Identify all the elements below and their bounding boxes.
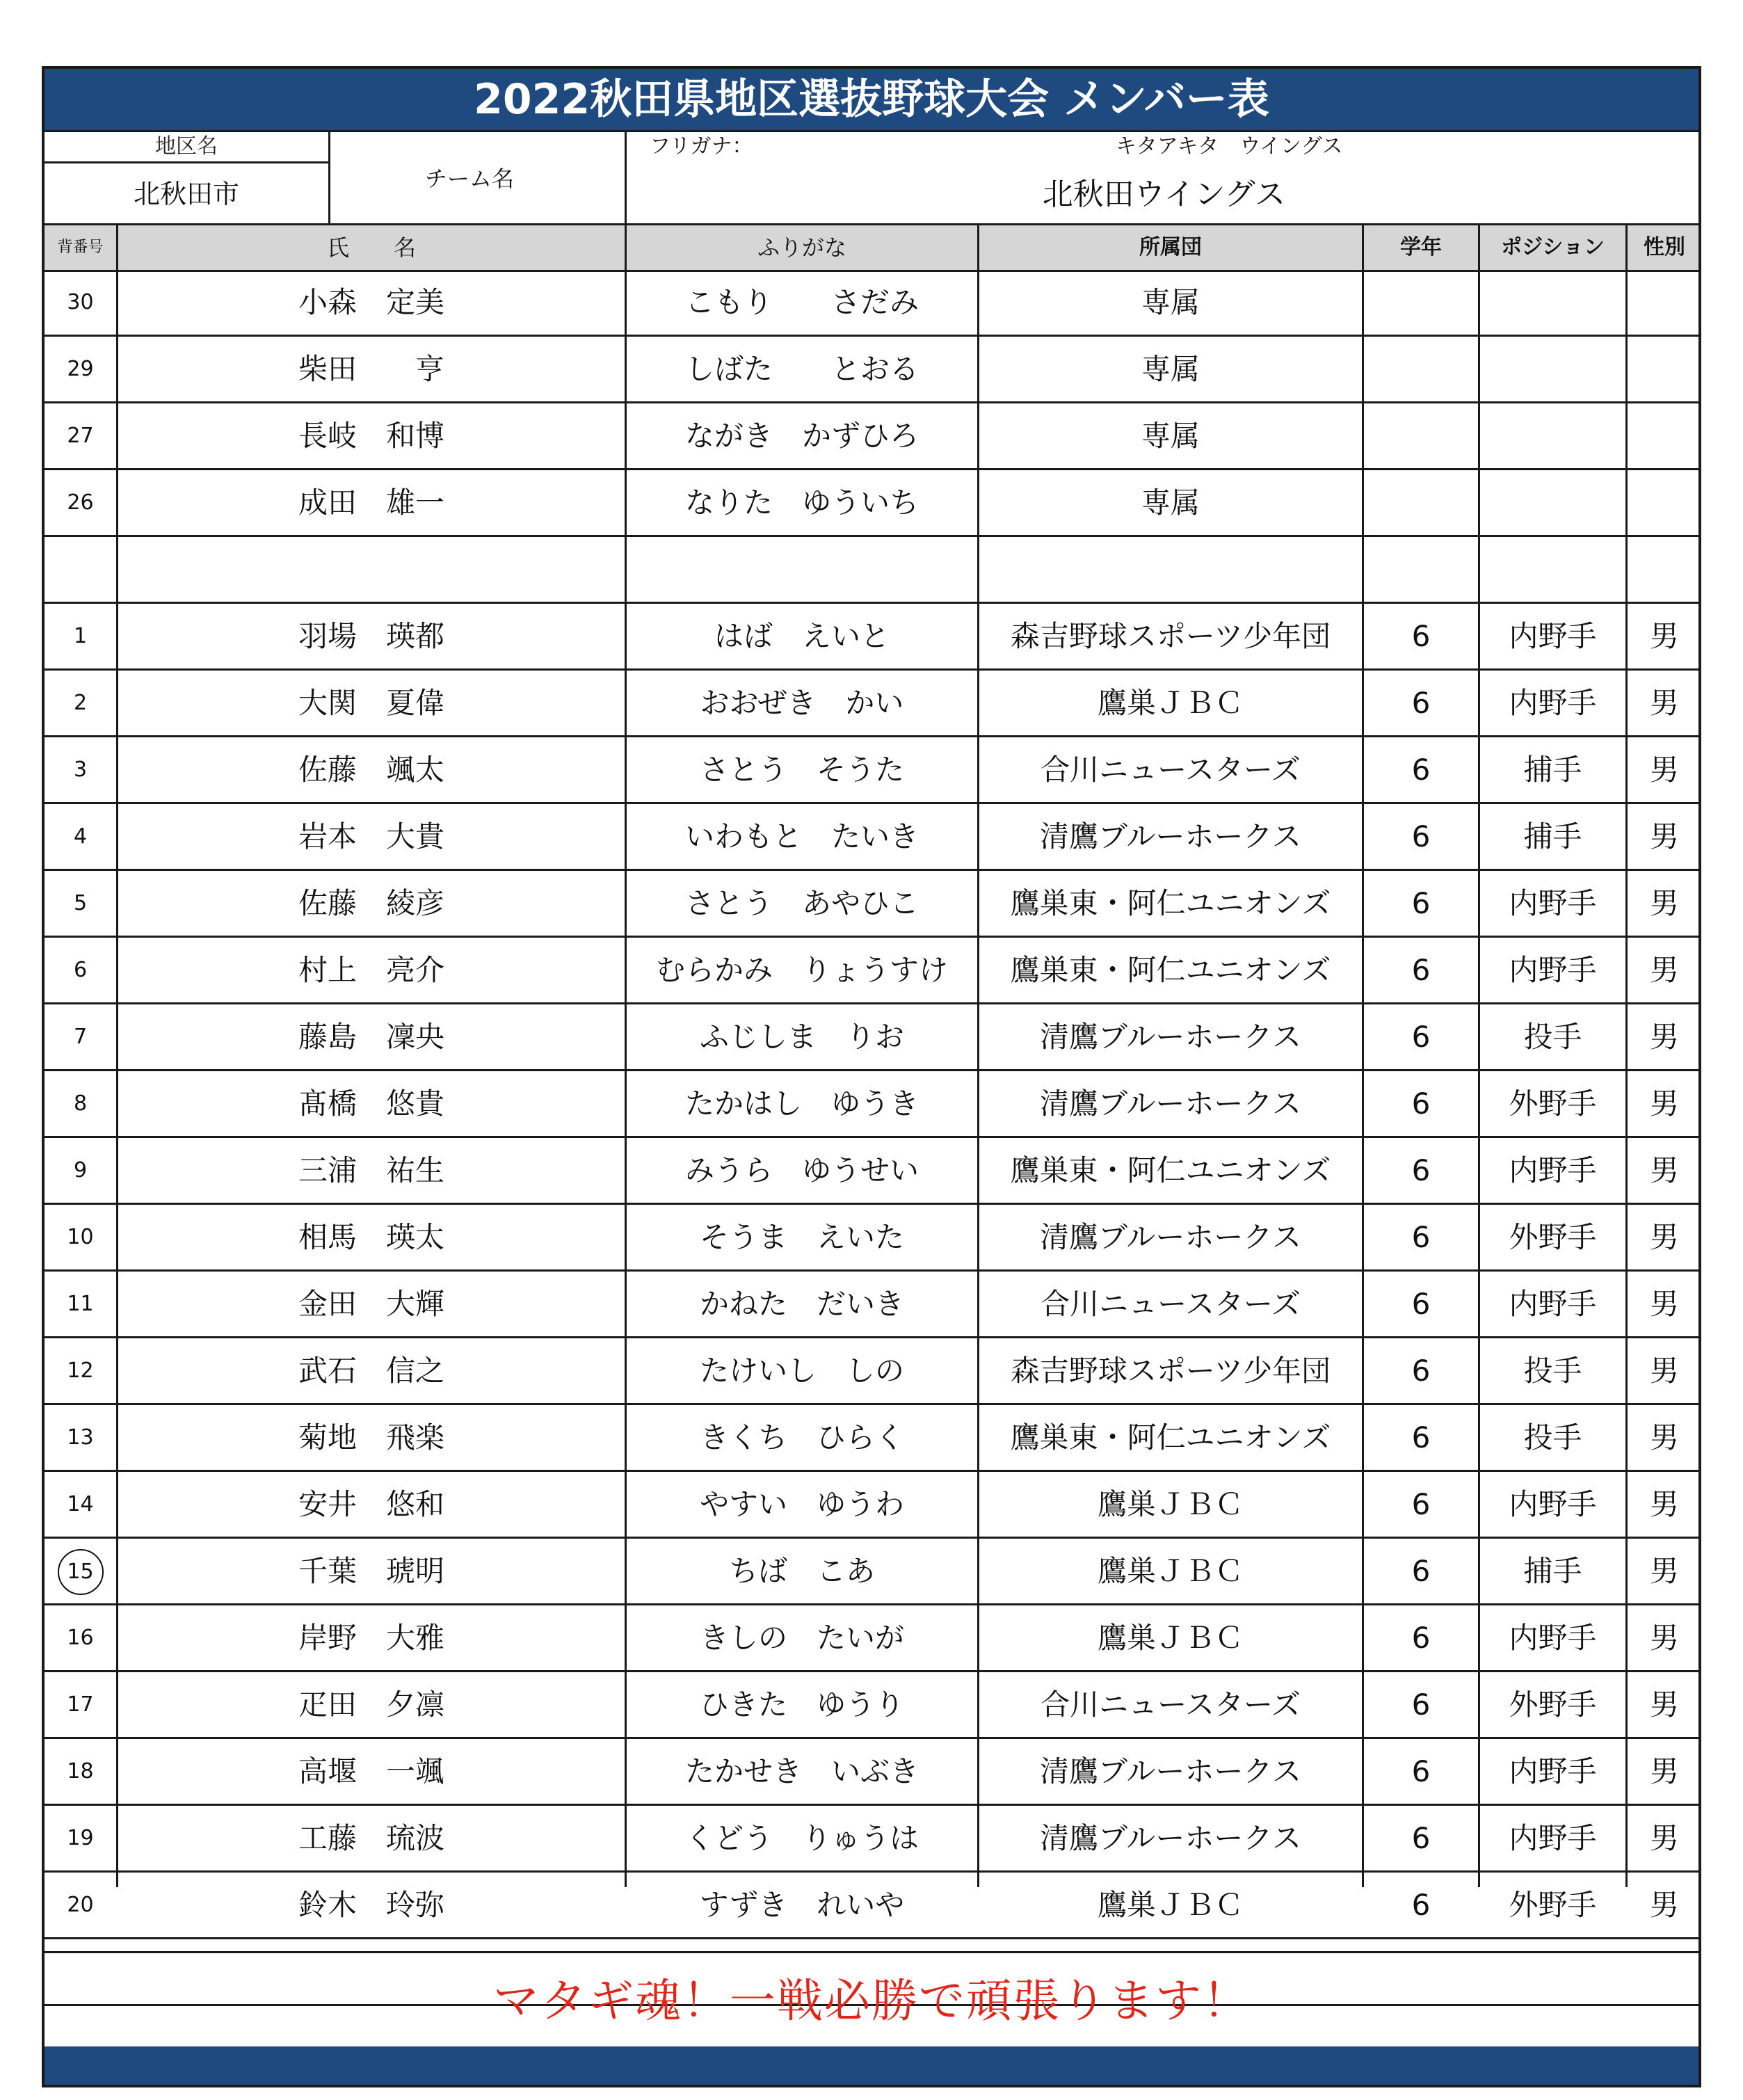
cell-number: 19 bbox=[67, 1826, 94, 1850]
cell-name: 菊地 飛楽 bbox=[298, 1420, 444, 1454]
col-number: 背番号 bbox=[57, 239, 104, 256]
cell-gender: 男 bbox=[1649, 1354, 1679, 1388]
cell-name: 鈴木 玲弥 bbox=[298, 1888, 444, 1922]
cell-gender: 男 bbox=[1649, 753, 1679, 787]
cell-grade: 6 bbox=[1411, 1287, 1431, 1321]
cell-gender: 男 bbox=[1649, 686, 1679, 720]
cell-club: 清鷹ブルーホークス bbox=[1040, 1087, 1301, 1121]
table-row bbox=[45, 1138, 1698, 1205]
cell-number: 9 bbox=[73, 1158, 88, 1183]
cell-number: 17 bbox=[67, 1692, 94, 1717]
cell-name: 羽場 瑛都 bbox=[298, 619, 444, 653]
cell-number: 4 bbox=[73, 824, 88, 849]
cell-kana: すずき れいや bbox=[699, 1888, 905, 1922]
cell-name: 大関 夏偉 bbox=[298, 686, 444, 720]
cell-position: 外野手 bbox=[1509, 1888, 1597, 1922]
cell-club: 鷹巣東・阿仁ユニオンズ bbox=[1010, 1420, 1331, 1454]
cell-kana bbox=[627, 537, 977, 602]
table-row bbox=[45, 871, 1698, 938]
table-row bbox=[45, 671, 1698, 737]
cell-name: 長岐 和博 bbox=[298, 419, 444, 453]
cell-gender: 男 bbox=[1649, 1621, 1679, 1655]
cell-grade bbox=[1364, 270, 1478, 335]
cell-kana: たけいし しの bbox=[699, 1354, 904, 1388]
cell-kana: ひきた ゆうり bbox=[699, 1688, 904, 1722]
cell-number: 11 bbox=[67, 1292, 94, 1316]
cell-position: 外野手 bbox=[1509, 1688, 1597, 1722]
cell-grade: 6 bbox=[1411, 1821, 1431, 1855]
cell-club: 清鷹ブルーホークス bbox=[1040, 1821, 1301, 1855]
cell-position: 捕手 bbox=[1523, 753, 1582, 787]
cell-name: 村上 亮介 bbox=[298, 953, 444, 987]
cell-grade: 6 bbox=[1411, 886, 1431, 920]
member-table bbox=[45, 270, 1698, 2006]
cell-club: 鷹巣東・阿仁ユニオンズ bbox=[1010, 1153, 1331, 1187]
cell-club: 鷹巣ＪＢＣ bbox=[1097, 1621, 1244, 1655]
cell-club bbox=[979, 537, 1362, 602]
cell-position: 内野手 bbox=[1509, 1821, 1597, 1855]
cell-grade: 6 bbox=[1411, 1487, 1431, 1521]
cell-kana: いわもと たいき bbox=[684, 819, 919, 853]
table-row bbox=[45, 1873, 1698, 1939]
cell-club: 鷹巣ＪＢＣ bbox=[1097, 1554, 1244, 1588]
cell-club: 清鷹ブルーホークス bbox=[1040, 1020, 1301, 1054]
cell-name: 相馬 瑛太 bbox=[298, 1220, 444, 1254]
cell-position bbox=[1480, 537, 1625, 602]
table-row bbox=[45, 737, 1698, 804]
col-gender: 性別 bbox=[1644, 235, 1685, 259]
cell-number bbox=[45, 537, 116, 602]
team-label: チーム名 bbox=[424, 166, 514, 192]
cell-club: 清鷹ブルーホークス bbox=[1040, 1220, 1301, 1254]
cell-name: 藤島 凜央 bbox=[298, 1020, 444, 1054]
cell-grade: 6 bbox=[1411, 686, 1431, 720]
cell-name: 岸野 大雅 bbox=[298, 1621, 444, 1655]
cell-gender: 男 bbox=[1649, 1087, 1679, 1121]
cell-name: 岩本 大貴 bbox=[298, 819, 444, 853]
table-row bbox=[45, 1004, 1698, 1071]
cell-club: 合川ニュースターズ bbox=[1041, 1688, 1301, 1722]
cell-position: 外野手 bbox=[1509, 1220, 1597, 1254]
cell-position: 内野手 bbox=[1509, 953, 1597, 987]
cell-club: 鷹巣ＪＢＣ bbox=[1097, 1487, 1244, 1521]
cell-kana: ながき かずひろ bbox=[684, 419, 919, 453]
bottom-bar bbox=[45, 2046, 1698, 2085]
col-kana: ふりがな bbox=[757, 234, 846, 261]
cell-number: 26 bbox=[67, 490, 94, 515]
cell-grade: 6 bbox=[1411, 1220, 1431, 1254]
cell-gender bbox=[1628, 537, 1701, 602]
cell-position: 内野手 bbox=[1509, 1621, 1597, 1655]
cell-club: 専属 bbox=[1141, 486, 1200, 520]
cell-gender: 男 bbox=[1649, 819, 1679, 853]
cell-kana: きしの たいが bbox=[699, 1621, 904, 1655]
col-position: ポジション bbox=[1501, 235, 1605, 259]
cell-number: 6 bbox=[73, 958, 88, 982]
cell-gender bbox=[1628, 270, 1701, 335]
cell-gender: 男 bbox=[1649, 1487, 1679, 1521]
table-row bbox=[45, 1272, 1698, 1338]
cell-grade: 6 bbox=[1411, 1888, 1431, 1922]
cell-position: 投手 bbox=[1523, 1020, 1582, 1054]
cell-number: 20 bbox=[67, 1893, 94, 1917]
table-row bbox=[45, 938, 1698, 1004]
table-row bbox=[45, 1605, 1698, 1672]
cell-position: 内野手 bbox=[1509, 686, 1597, 720]
col-grade: 学年 bbox=[1400, 235, 1442, 259]
district-label: 地区名 bbox=[155, 134, 218, 159]
cell-position: 内野手 bbox=[1509, 1487, 1597, 1521]
column-header-row bbox=[45, 223, 1698, 272]
cell-name: 金田 大輝 bbox=[298, 1287, 444, 1321]
cell-name: 安井 悠和 bbox=[298, 1487, 444, 1521]
cell-position: 内野手 bbox=[1509, 1153, 1597, 1187]
cell-gender: 男 bbox=[1649, 619, 1679, 653]
cell-position bbox=[1480, 470, 1625, 535]
cell-gender: 男 bbox=[1649, 1754, 1679, 1788]
cell-kana: くどう りゅうは bbox=[684, 1821, 919, 1855]
cell-number: 18 bbox=[67, 1759, 94, 1784]
cell-club: 鷹巣ＪＢＣ bbox=[1097, 686, 1244, 720]
cell-grade: 6 bbox=[1411, 753, 1431, 787]
cell-position bbox=[1480, 337, 1625, 401]
cell-position: 捕手 bbox=[1523, 1554, 1582, 1588]
cell-gender: 男 bbox=[1649, 1821, 1679, 1855]
cell-name: 疋田 夕凛 bbox=[298, 1688, 444, 1722]
cell-grade bbox=[1364, 470, 1478, 535]
cell-name: 三浦 祐生 bbox=[298, 1153, 444, 1187]
table-row bbox=[45, 1739, 1698, 1806]
table-row bbox=[45, 1205, 1698, 1272]
cell-number: 16 bbox=[67, 1626, 94, 1650]
col-club: 所属団 bbox=[1139, 235, 1202, 259]
table-row bbox=[45, 470, 1698, 537]
cell-club: 鷹巣東・阿仁ユニオンズ bbox=[1010, 953, 1331, 987]
cell-number: 3 bbox=[73, 758, 88, 782]
cell-name: 成田 雄一 bbox=[298, 486, 444, 520]
captain-circle: 15 bbox=[58, 1549, 104, 1595]
cell-gender: 男 bbox=[1649, 1420, 1679, 1454]
cell-grade bbox=[1364, 537, 1478, 602]
cell-position: 内野手 bbox=[1509, 1287, 1597, 1321]
cell-kana: こもり さだみ bbox=[684, 285, 919, 319]
cell-kana: みうら ゆうせい bbox=[684, 1153, 919, 1187]
cell-gender: 男 bbox=[1649, 1888, 1679, 1922]
cell-name: 柴田 亨 bbox=[298, 352, 444, 386]
cell-grade bbox=[1364, 337, 1478, 401]
table-row bbox=[45, 1472, 1698, 1539]
cell-name: 髙橋 悠貴 bbox=[298, 1087, 444, 1121]
table-row bbox=[45, 537, 1698, 604]
cell-number: 2 bbox=[73, 691, 88, 715]
cell-gender: 男 bbox=[1649, 1554, 1679, 1588]
cell-kana: きくち ひらく bbox=[699, 1420, 904, 1454]
cell-gender: 男 bbox=[1649, 886, 1679, 920]
cell-number: 30 bbox=[67, 290, 94, 314]
cell-grade: 6 bbox=[1411, 953, 1431, 987]
cell-number: 1 bbox=[73, 624, 88, 648]
cell-club: 森吉野球スポーツ少年団 bbox=[1010, 619, 1331, 653]
cell-kana: さとう あやひこ bbox=[684, 886, 919, 920]
cell-number bbox=[45, 1539, 116, 1603]
cell-kana: ふじしま りお bbox=[699, 1020, 904, 1054]
cell-grade: 6 bbox=[1411, 1754, 1431, 1788]
cell-position: 内野手 bbox=[1509, 886, 1597, 920]
cell-position: 内野手 bbox=[1509, 1754, 1597, 1788]
cell-name: 高堰 一颯 bbox=[298, 1754, 444, 1788]
cell-kana: ちば こあ bbox=[728, 1554, 875, 1588]
cell-club: 専属 bbox=[1141, 352, 1200, 386]
cell-number: 5 bbox=[73, 891, 88, 915]
table-row bbox=[45, 270, 1698, 337]
cell-name: 佐藤 颯太 bbox=[298, 753, 444, 787]
cell-position: 外野手 bbox=[1509, 1087, 1597, 1121]
cell-gender bbox=[1628, 403, 1701, 468]
cell-club: 合川ニュースターズ bbox=[1041, 753, 1301, 787]
cell-kana: なりた ゆういち bbox=[684, 486, 919, 520]
table-row bbox=[45, 804, 1698, 871]
team-slogan: マタギ魂！一戦必勝で頑張ります！ bbox=[493, 1974, 1250, 2028]
cell-kana: おおぜき かい bbox=[700, 686, 904, 720]
cell-grade: 6 bbox=[1411, 619, 1431, 653]
cell-grade: 6 bbox=[1411, 1554, 1431, 1588]
table-row bbox=[45, 337, 1698, 403]
cell-gender: 男 bbox=[1649, 1220, 1679, 1254]
cell-position bbox=[1480, 403, 1625, 468]
table-row bbox=[45, 1071, 1698, 1138]
table-row bbox=[45, 604, 1698, 671]
cell-position: 投手 bbox=[1523, 1420, 1582, 1454]
furigana-label: フリガナ： bbox=[650, 134, 753, 159]
cell-name: 佐藤 綾彦 bbox=[298, 886, 444, 920]
cell-number: 10 bbox=[67, 1225, 94, 1249]
table-row bbox=[45, 403, 1698, 470]
cell-name: 小森 定美 bbox=[298, 285, 444, 319]
cell-grade: 6 bbox=[1411, 1688, 1431, 1722]
cell-position: 捕手 bbox=[1523, 819, 1582, 853]
cell-kana: むらかみ りょうすけ bbox=[655, 953, 948, 987]
cell-kana: かねた だいき bbox=[699, 1287, 904, 1321]
cell-kana: たかはし ゆうき bbox=[684, 1087, 919, 1121]
cell-number: 29 bbox=[67, 357, 94, 381]
cell-grade bbox=[1364, 403, 1478, 468]
cell-gender bbox=[1628, 337, 1701, 401]
cell-name: 武石 信之 bbox=[298, 1354, 444, 1388]
member-sheet bbox=[42, 66, 1701, 2087]
cell-club: 鷹巣ＪＢＣ bbox=[1097, 1888, 1244, 1922]
col-name: 氏 名 bbox=[326, 234, 416, 261]
cell-position bbox=[1480, 270, 1625, 335]
table-row bbox=[45, 1405, 1698, 1472]
cell-number: 7 bbox=[73, 1025, 88, 1049]
cell-club: 鷹巣東・阿仁ユニオンズ bbox=[1010, 886, 1331, 920]
cell-club: 清鷹ブルーホークス bbox=[1040, 1754, 1301, 1788]
cell-kana: たかせき いぶき bbox=[684, 1754, 919, 1788]
cell-name: 千葉 琥明 bbox=[298, 1554, 444, 1588]
cell-grade: 6 bbox=[1411, 1087, 1431, 1121]
furigana-value: キタアキタ ウイングス bbox=[1116, 134, 1343, 159]
cell-position: 投手 bbox=[1523, 1354, 1582, 1388]
cell-club: 合川ニュースターズ bbox=[1041, 1287, 1301, 1321]
table-row bbox=[45, 1338, 1698, 1405]
cell-grade: 6 bbox=[1411, 1354, 1431, 1388]
table-row bbox=[45, 1806, 1698, 1873]
team-info-header bbox=[45, 130, 1698, 225]
cell-kana: はば えいと bbox=[714, 619, 890, 653]
cell-club: 森吉野球スポーツ少年団 bbox=[1010, 1354, 1331, 1388]
cell-grade: 6 bbox=[1411, 1153, 1431, 1187]
cell-gender bbox=[1628, 470, 1701, 535]
cell-position: 内野手 bbox=[1509, 619, 1597, 653]
cell-grade: 6 bbox=[1411, 1020, 1431, 1054]
cell-number: 12 bbox=[67, 1358, 94, 1383]
cell-club: 清鷹ブルーホークス bbox=[1040, 819, 1301, 853]
sheet-title: 2022秋田県地区選抜野球大会 メンバー表 bbox=[45, 69, 1698, 130]
cell-gender: 男 bbox=[1649, 1153, 1679, 1187]
table-row bbox=[45, 1672, 1698, 1739]
cell-grade: 6 bbox=[1411, 1420, 1431, 1454]
cell-kana: さとう そうた bbox=[699, 753, 904, 787]
team-name: 北秋田ウイングス bbox=[1042, 177, 1286, 212]
cell-name bbox=[118, 537, 625, 602]
cell-gender: 男 bbox=[1649, 953, 1679, 987]
cell-kana: やすい ゆうわ bbox=[699, 1487, 904, 1521]
district-value: 北秋田市 bbox=[133, 179, 239, 209]
table-row bbox=[45, 1539, 1698, 1605]
cell-gender: 男 bbox=[1649, 1020, 1679, 1054]
cell-number: 8 bbox=[73, 1091, 88, 1116]
cell-number: 13 bbox=[67, 1425, 94, 1450]
cell-kana: しばた とおる bbox=[684, 352, 919, 386]
cell-gender: 男 bbox=[1649, 1688, 1679, 1722]
cell-number: 27 bbox=[67, 424, 94, 448]
cell-kana: そうま えいた bbox=[699, 1220, 904, 1254]
cell-gender: 男 bbox=[1649, 1287, 1679, 1321]
cell-club: 専属 bbox=[1141, 285, 1200, 319]
cell-number: 14 bbox=[67, 1492, 94, 1516]
cell-club: 専属 bbox=[1141, 419, 1200, 453]
cell-grade: 6 bbox=[1411, 1621, 1431, 1655]
cell-name: 工藤 琉波 bbox=[298, 1821, 444, 1855]
cell-grade: 6 bbox=[1411, 819, 1431, 853]
